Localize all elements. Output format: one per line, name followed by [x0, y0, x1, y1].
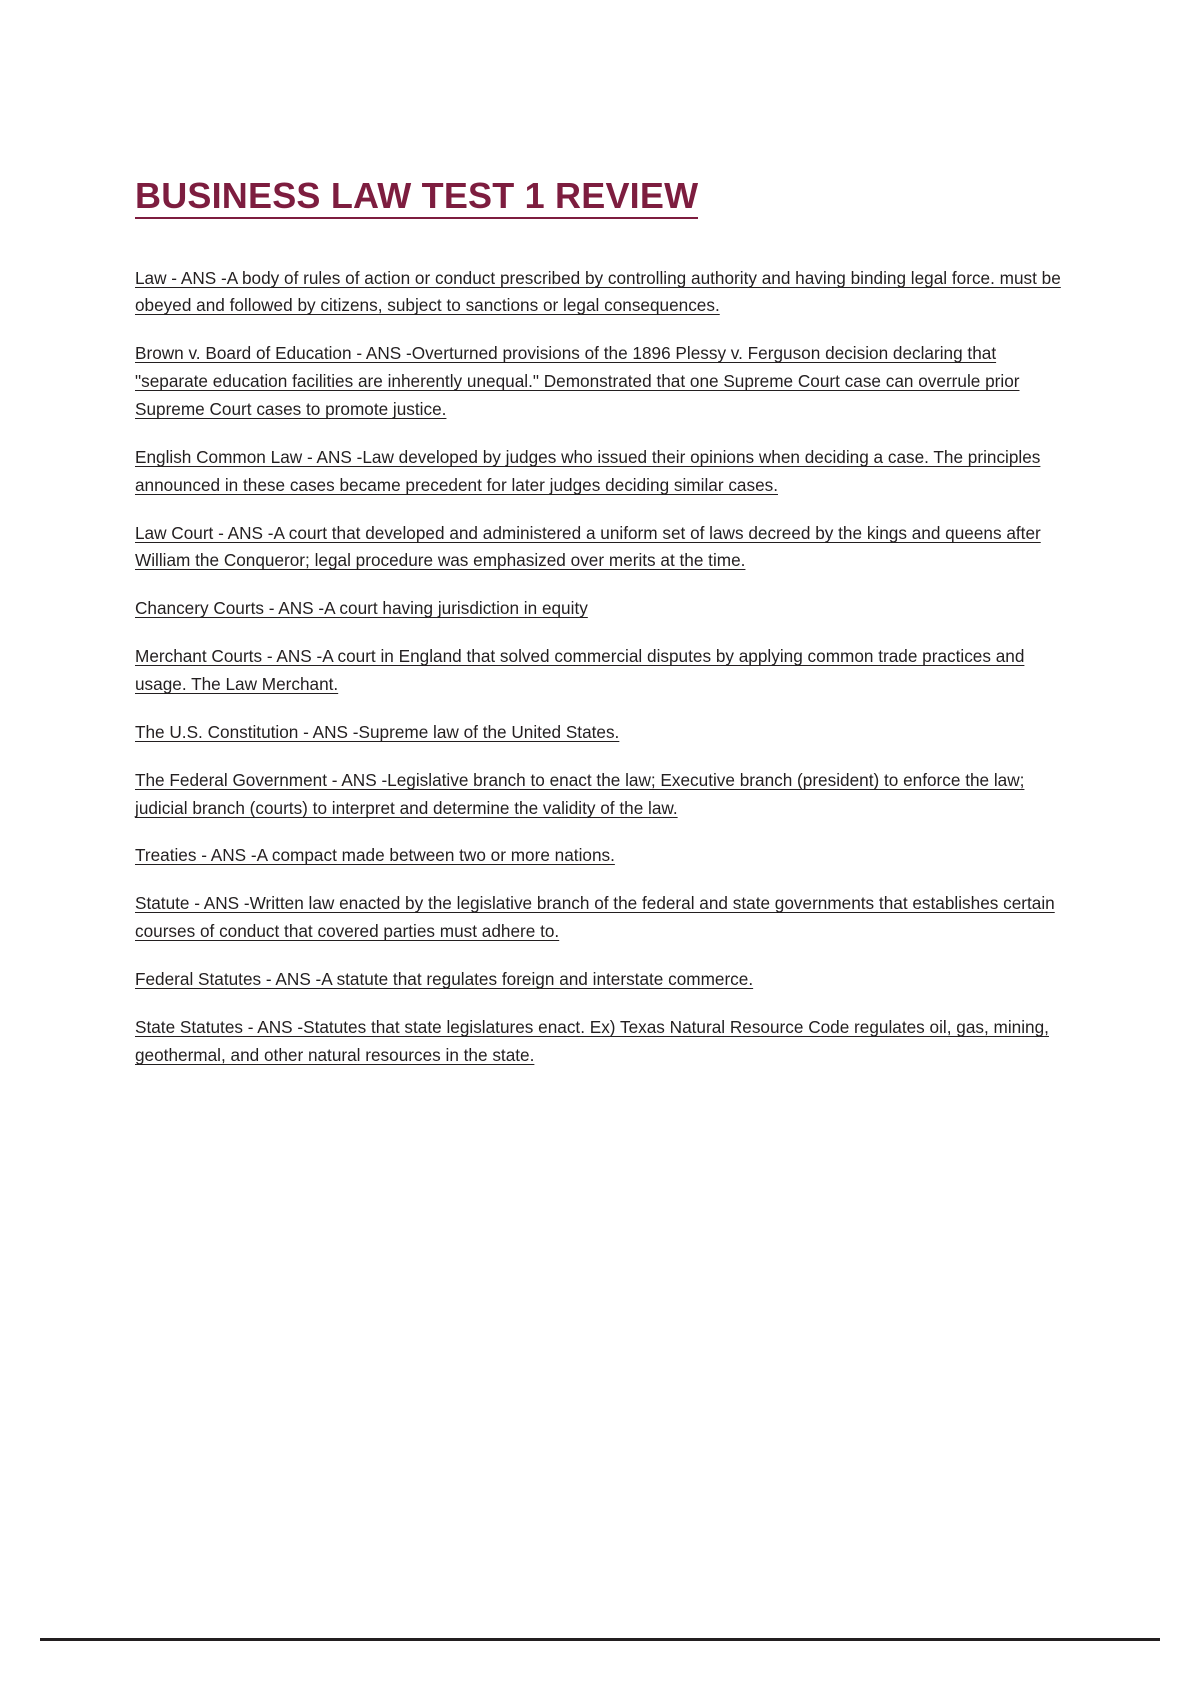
list-item — [135, 595, 1070, 623]
definition-text: Chancery Courts - ANS -A court having jurisdiction in equity — [135, 598, 588, 619]
list-item — [135, 265, 1070, 321]
list-item — [135, 444, 1070, 500]
document-body — [135, 175, 1070, 1130]
definition-text: Statute - ANS -Written law enacted by the legislative branch of the federal and state governments that establishes certain courses of conduct that covered parties must adhere to. — [135, 893, 1055, 942]
page-sheet — [40, 0, 1160, 1640]
list-item — [135, 643, 1070, 699]
definition-text: Law Court - ANS -A court that developed and administered a uniform set of laws decreed by the kings and queens after William the Conqueror; legal procedure was emphasized over merits at the time. — [135, 522, 1041, 571]
list-item — [135, 966, 1070, 994]
bottom-spacer — [135, 1090, 1070, 1130]
list-item — [135, 890, 1070, 946]
page-bottom-divider — [40, 1638, 1160, 1641]
definition-text: The U.S. Constitution - ANS -Supreme law of the United States. — [135, 721, 620, 742]
definition-text: State Statutes - ANS -Statutes that state legislatures enact. Ex) Texas Natural Resource Code regulates oil, gas, mining, geothermal, and other natural resources in the state. — [135, 1016, 1049, 1065]
list-item — [135, 719, 1070, 747]
list-item — [135, 340, 1070, 424]
list-item — [135, 842, 1070, 870]
definition-text: The Federal Government - ANS -Legislative branch to enact the law; Executive branch (president) to enforce the law; judicial branch (courts) to interpret and determine the validity of the law. — [135, 769, 1025, 818]
list-item — [135, 520, 1070, 576]
list-item — [135, 767, 1070, 823]
definition-text: Treaties - ANS -A compact made between two or more nations. — [135, 845, 615, 866]
definition-list — [135, 265, 1070, 1070]
list-item — [135, 1014, 1070, 1070]
definition-text: Brown v. Board of Education - ANS -Overturned provisions of the 1896 Plessy v. Ferguson decision declaring that "separate education facilities are inherently unequal." Demonstrated that one Supreme Court case can overrule prior Supreme Court cases to promote justice. — [135, 343, 1020, 420]
page-title: BUSINESS LAW TEST 1 REVIEW — [135, 175, 698, 219]
definition-text: Federal Statutes - ANS -A statute that regulates foreign and interstate commerce. — [135, 969, 754, 990]
definition-text: Merchant Courts - ANS -A court in England that solved commercial disputes by applying common trade practices and usage. The Law Merchant. — [135, 646, 1025, 695]
definition-text: Law - ANS -A body of rules of action or conduct prescribed by controlling authority and having binding legal force. must be obeyed and followed by citizens, subject to sanctions or legal consequences. — [135, 267, 1061, 316]
definition-text: English Common Law - ANS -Law developed by judges who issued their opinions when deciding a case. The principles announced in these cases became precedent for later judges deciding similar cases. — [135, 446, 1041, 495]
